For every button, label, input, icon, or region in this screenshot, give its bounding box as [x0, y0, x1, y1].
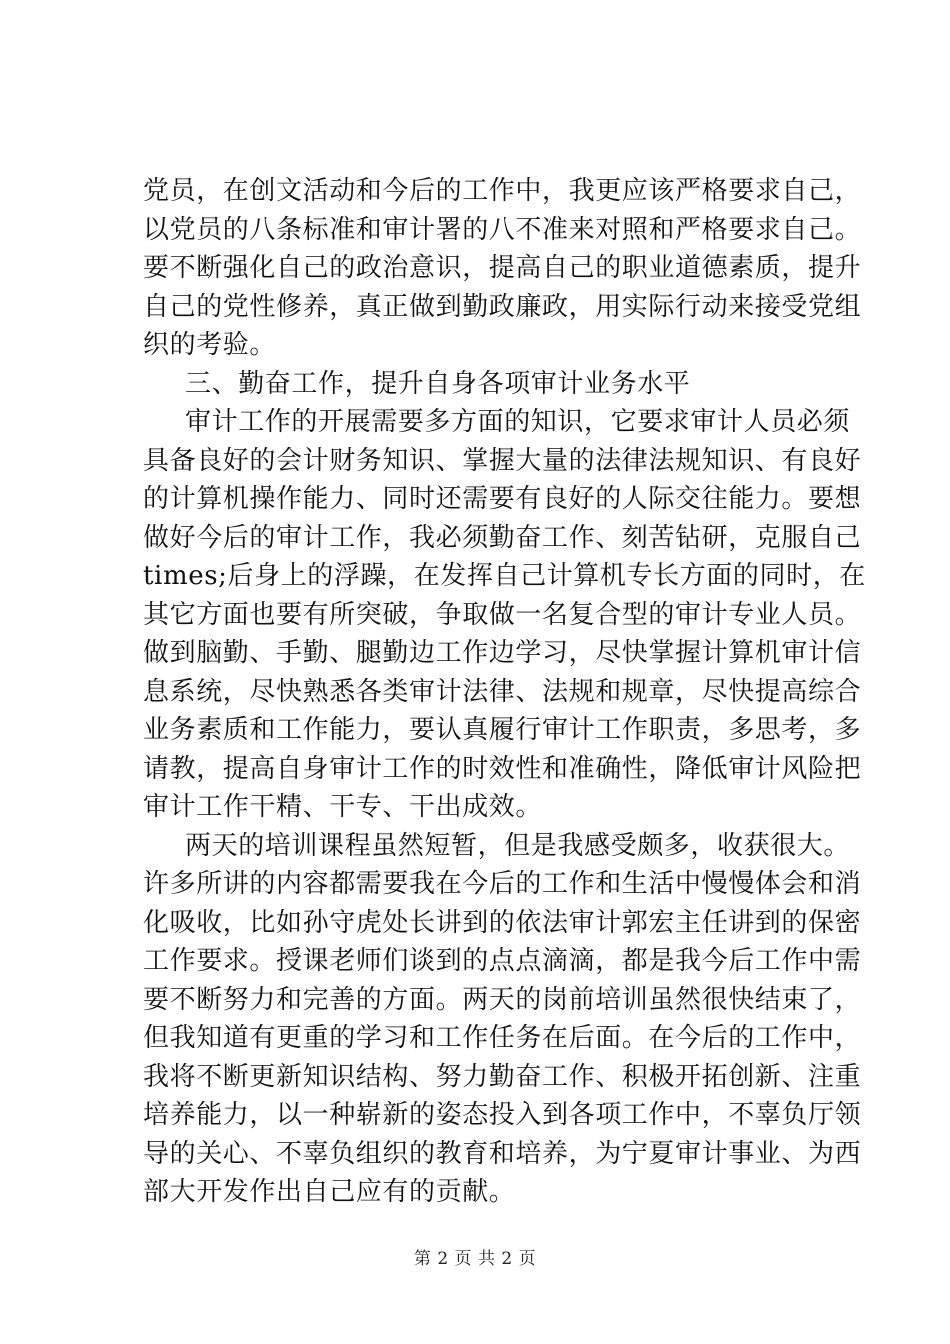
text-line: 的计算机操作能力、同时还需要有良好的人际交往能力。要想: [143, 484, 862, 514]
text-line: 做到脑勤、手勤、腿勤边工作边学习，尽快掌握计算机审计信: [143, 638, 862, 668]
text-line: 请教，提高自身审计工作的时效性和准确性，降低审计风险把: [143, 753, 862, 784]
text-line: 要不断强化自己的政治意识，提高自己的职业道德素质，提升: [143, 253, 862, 283]
page-footer: 第 2 页 共 2 页: [413, 1249, 537, 1269]
text-line: 两天的培训课程虽然短暂，但是我感受颇多，收获很大。: [185, 830, 851, 861]
text-line: 织的考验。: [143, 330, 277, 360]
text-line: 业务素质和工作能力，要认真履行审计工作职责，多思考，多: [143, 715, 862, 745]
text-line: 但我知道有更重的学习和工作任务在后面。在今后的工作中，: [143, 1023, 862, 1053]
text-line: 审计工作干精、干专、干出成效。: [143, 792, 543, 822]
text-line: 其它方面也要有所突破，争取做一名复合型的审计专业人员。: [143, 599, 862, 630]
text-line: 我将不断更新知识结构、努力勤奋工作、积极开拓创新、注重: [143, 1061, 862, 1092]
text-line: 部大开发作出自己应有的贡献。: [143, 1177, 516, 1207]
text-line: 许多所讲的内容都需要我在今后的工作和生活中慢慢体会和消: [143, 869, 862, 899]
text-line: 具备良好的会计财务知识、掌握大量的法律法规知识、有良好: [143, 445, 862, 476]
text-line: 三、勤奋工作，提升自身各项审计业务水平: [185, 368, 691, 399]
text-line: 自己的党性修养，真正做到勤政廉政，用实际行动来接受党组: [143, 291, 862, 322]
text-line: 要不断努力和完善的方面。两天的岗前培训虽然很快结束了，: [143, 984, 862, 1015]
text-line: 息系统，尽快熟悉各类审计法律、法规和规章，尽快提高综合: [143, 676, 862, 707]
text-line: times;后身上的浮躁，在发挥自己计算机专长方面的同时，在: [143, 561, 866, 591]
text-line: 做好今后的审计工作，我必须勤奋工作、刻苦钻研，克服自己: [143, 522, 862, 553]
document-body: [143, 172, 866, 1212]
text-line: 化吸收，比如孙守虎处长讲到的依法审计郭宏主任讲到的保密: [143, 907, 862, 938]
text-line: 导的关心、不辜负组织的教育和培养，为宁夏审计事业、为西: [143, 1138, 862, 1169]
text-line: 党员，在创文活动和今后的工作中，我更应该严格要求自己，: [143, 176, 862, 206]
text-line: 培养能力，以一种崭新的姿态投入到各项工作中，不辜负厅领: [143, 1100, 862, 1130]
text-line: 审计工作的开展需要多方面的知识，它要求审计人员必须: [185, 407, 851, 437]
text-line: 工作要求。授课老师们谈到的点点滴滴，都是我今后工作中需: [143, 946, 862, 976]
text-line: 以党员的八条标准和审计署的八不准来对照和严格要求自己。: [143, 214, 862, 245]
